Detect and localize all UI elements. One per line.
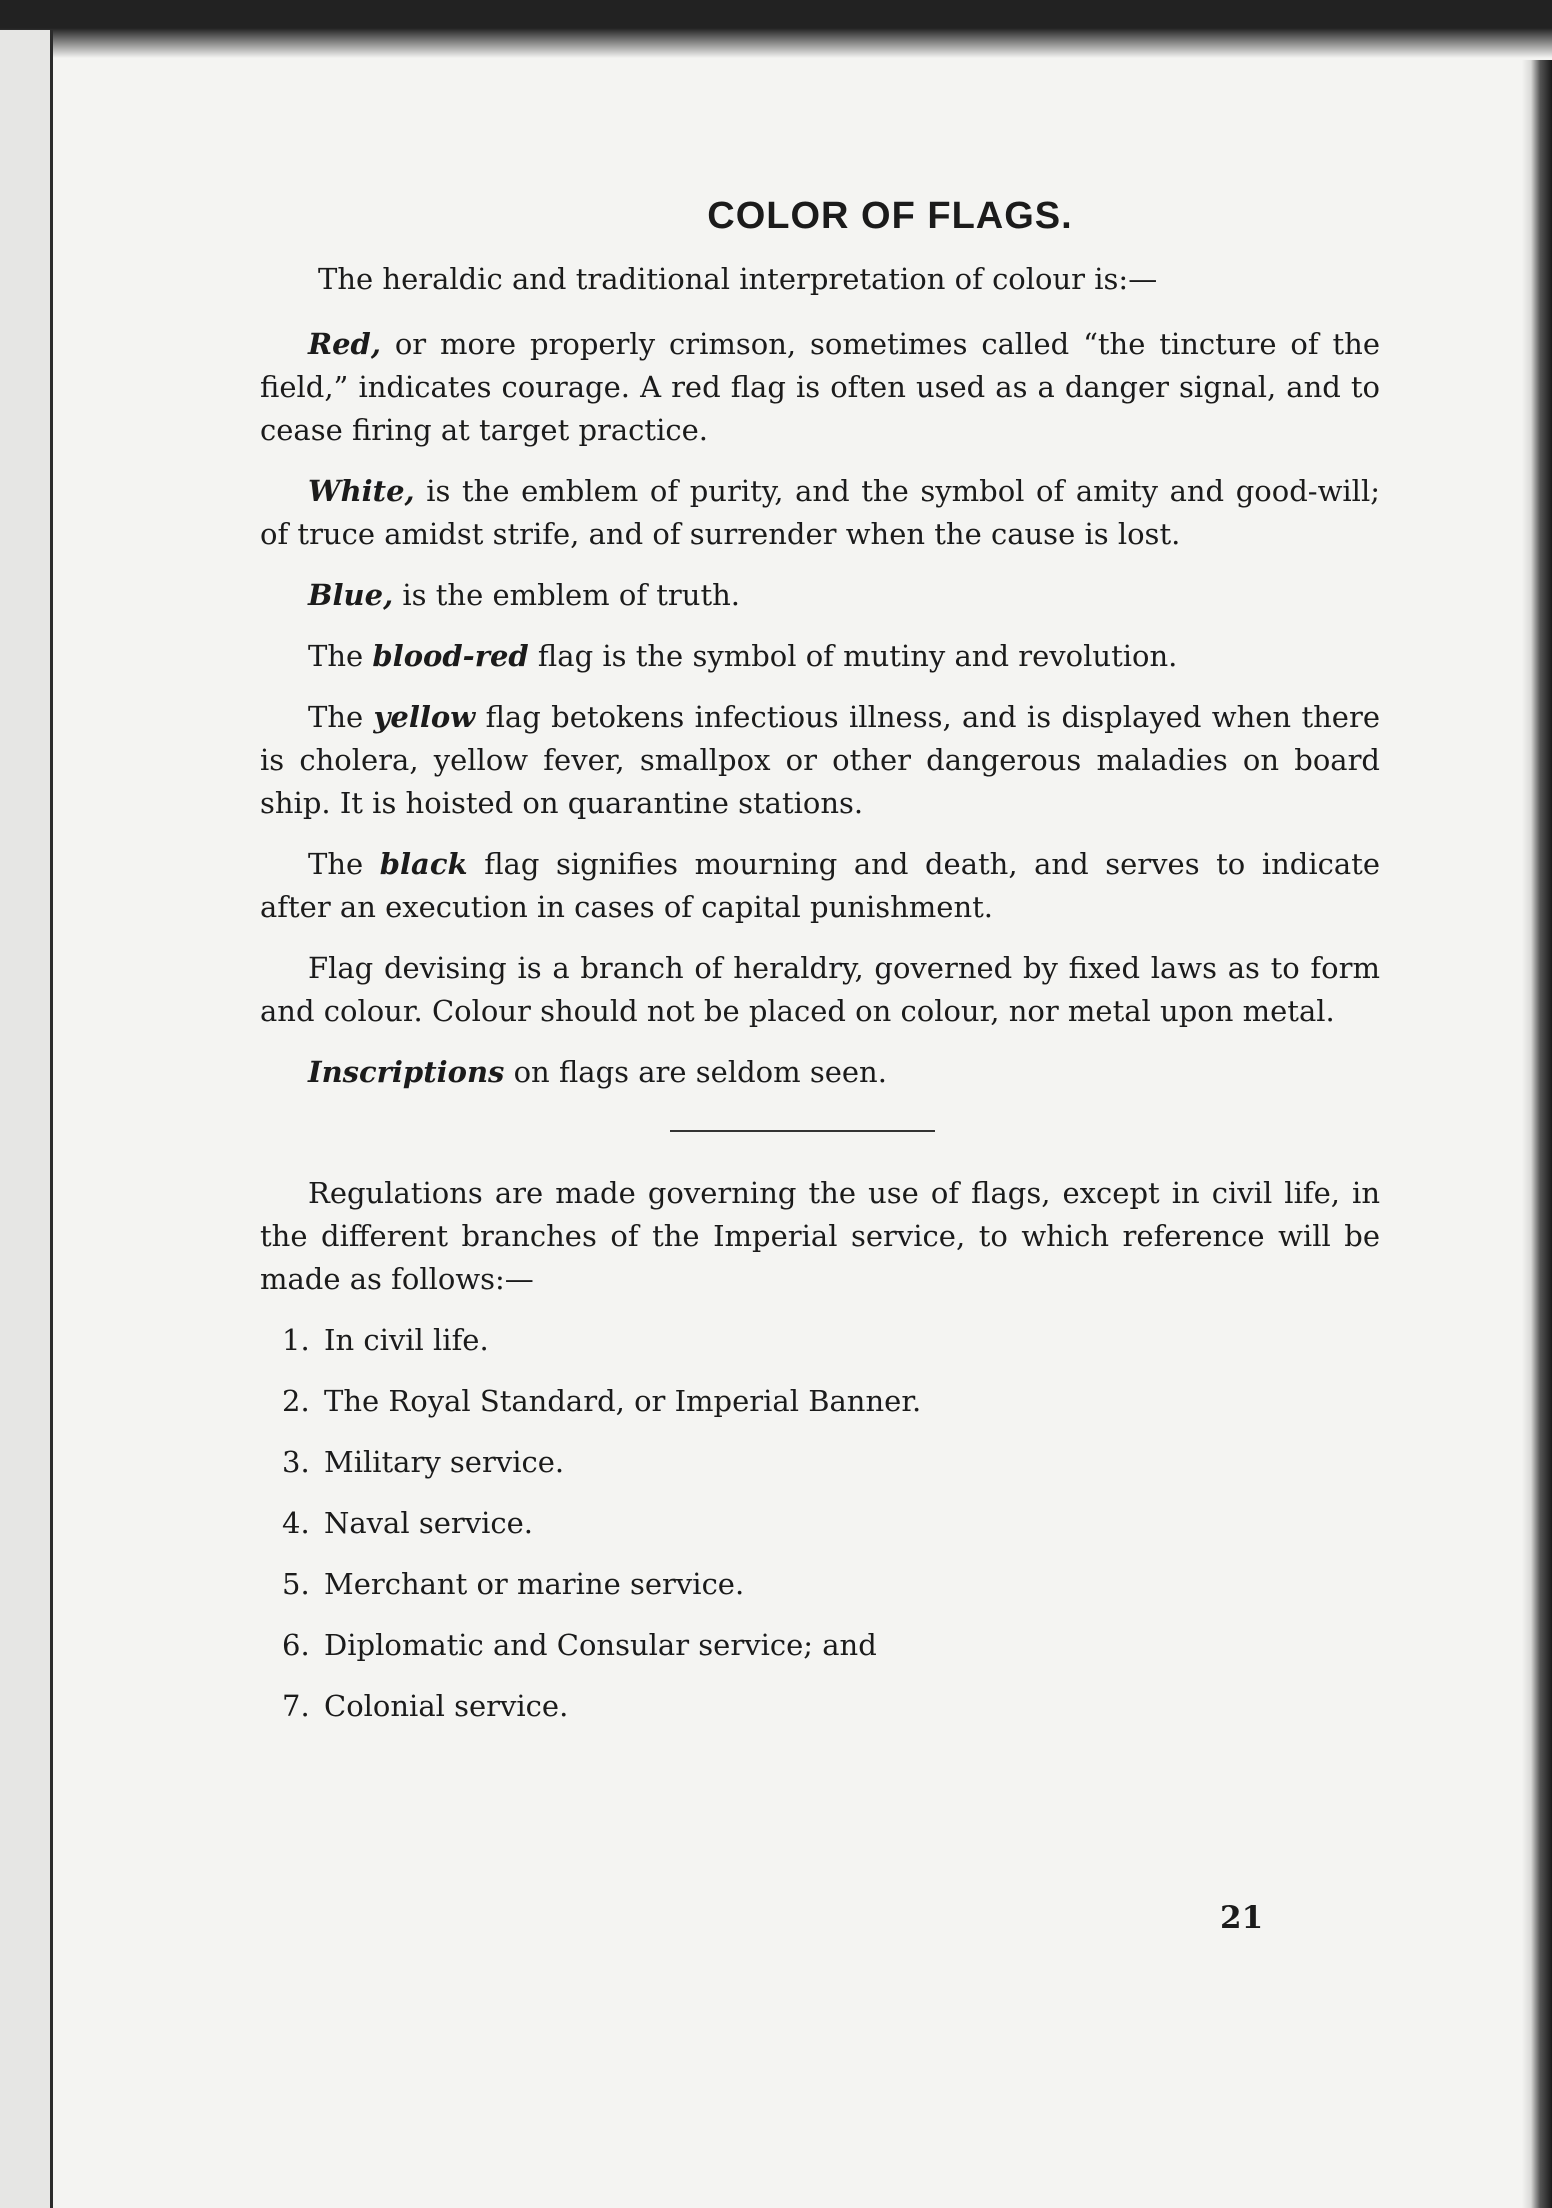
yellow-term: yellow	[373, 700, 476, 734]
list-item	[282, 1319, 1380, 1362]
blood-red-paragraph	[260, 635, 1380, 678]
list-text: Merchant or marine service.	[324, 1567, 745, 1601]
list-text: Colonial service.	[324, 1689, 569, 1723]
blood-red-text: flag is the symbol of mutiny and revolution.	[528, 639, 1178, 673]
top-shadow	[0, 0, 1552, 58]
blood-red-term: blood-red	[372, 639, 529, 673]
black-term: black	[379, 847, 468, 881]
red-term: Red,	[308, 327, 381, 361]
list-text: In civil life.	[324, 1323, 489, 1357]
list-text: Naval service.	[324, 1506, 534, 1540]
list-number: 2.	[282, 1384, 310, 1418]
list-item	[282, 1624, 1380, 1667]
list-number: 5.	[282, 1567, 310, 1601]
yellow-text: flag betokens infectious illness, and is displayed when there is cholera, yellow fever, smallpox or other dangerous maladies on board ship. It is hoisted on quarantine stations.	[260, 700, 1380, 820]
page-number: 21	[1220, 1900, 1264, 1936]
service-list	[260, 1319, 1380, 1728]
list-item	[282, 1380, 1380, 1423]
intro-paragraph: The heraldic and traditional interpretation of colour is:—	[318, 262, 1158, 296]
page-edge	[1522, 60, 1552, 2208]
list-item	[282, 1502, 1380, 1545]
list-text: The Royal Standard, or Imperial Banner.	[324, 1384, 922, 1418]
list-text: Diplomatic and Consular service; and	[324, 1628, 877, 1662]
section-divider	[670, 1130, 935, 1132]
list-number: 6.	[282, 1628, 310, 1662]
yellow-paragraph	[260, 696, 1380, 825]
devising-paragraph: Flag devising is a branch of heraldry, governed by fixed laws as to form and colour. Colour should not be placed on colour, nor metal upon metal.	[260, 951, 1380, 1028]
list-text: Military service.	[324, 1445, 565, 1479]
list-item	[282, 1685, 1380, 1728]
list-number: 3.	[282, 1445, 310, 1479]
list-item	[282, 1563, 1380, 1606]
list-number: 1.	[282, 1323, 310, 1357]
inscriptions-paragraph	[260, 1051, 1380, 1094]
yellow-before: The	[308, 700, 374, 734]
blue-term: Blue,	[308, 578, 394, 612]
black-paragraph	[260, 843, 1380, 929]
white-term: White,	[308, 474, 415, 508]
list-number: 7.	[282, 1689, 310, 1723]
white-paragraph	[260, 470, 1380, 556]
list-number: 4.	[282, 1506, 310, 1540]
blue-paragraph	[260, 574, 1380, 617]
inscriptions-term: Inscriptions	[308, 1055, 505, 1089]
inscriptions-text: on flags are seldom seen.	[504, 1055, 887, 1089]
blue-text: is the emblem of truth.	[393, 578, 741, 612]
white-text: is the emblem of purity, and the symbol of amity and good-will; of truce amidst strife, and of surrender when the cause is lost.	[260, 474, 1380, 551]
black-before: The	[308, 847, 380, 881]
blood-red-before: The	[308, 639, 373, 673]
black-text: flag signifies mourning and death, and serves to indicate after an execution in cases of capital punishment.	[260, 847, 1380, 924]
red-text: or more properly crimson, sometimes called “the tincture of the field,” indicates courage. A red flag is often used as a danger signal, and to cease firing at target practice.	[260, 327, 1380, 447]
page-title: COLOR OF FLAGS.	[707, 195, 1073, 237]
list-item	[282, 1441, 1380, 1484]
page-body	[260, 195, 1380, 1746]
regulations-paragraph: Regulations are made governing the use of flags, except in civil life, in the different branches of the Imperial service, to which reference will be made as follows:—	[260, 1176, 1380, 1296]
red-paragraph	[260, 323, 1380, 452]
binding-margin	[0, 30, 53, 2208]
